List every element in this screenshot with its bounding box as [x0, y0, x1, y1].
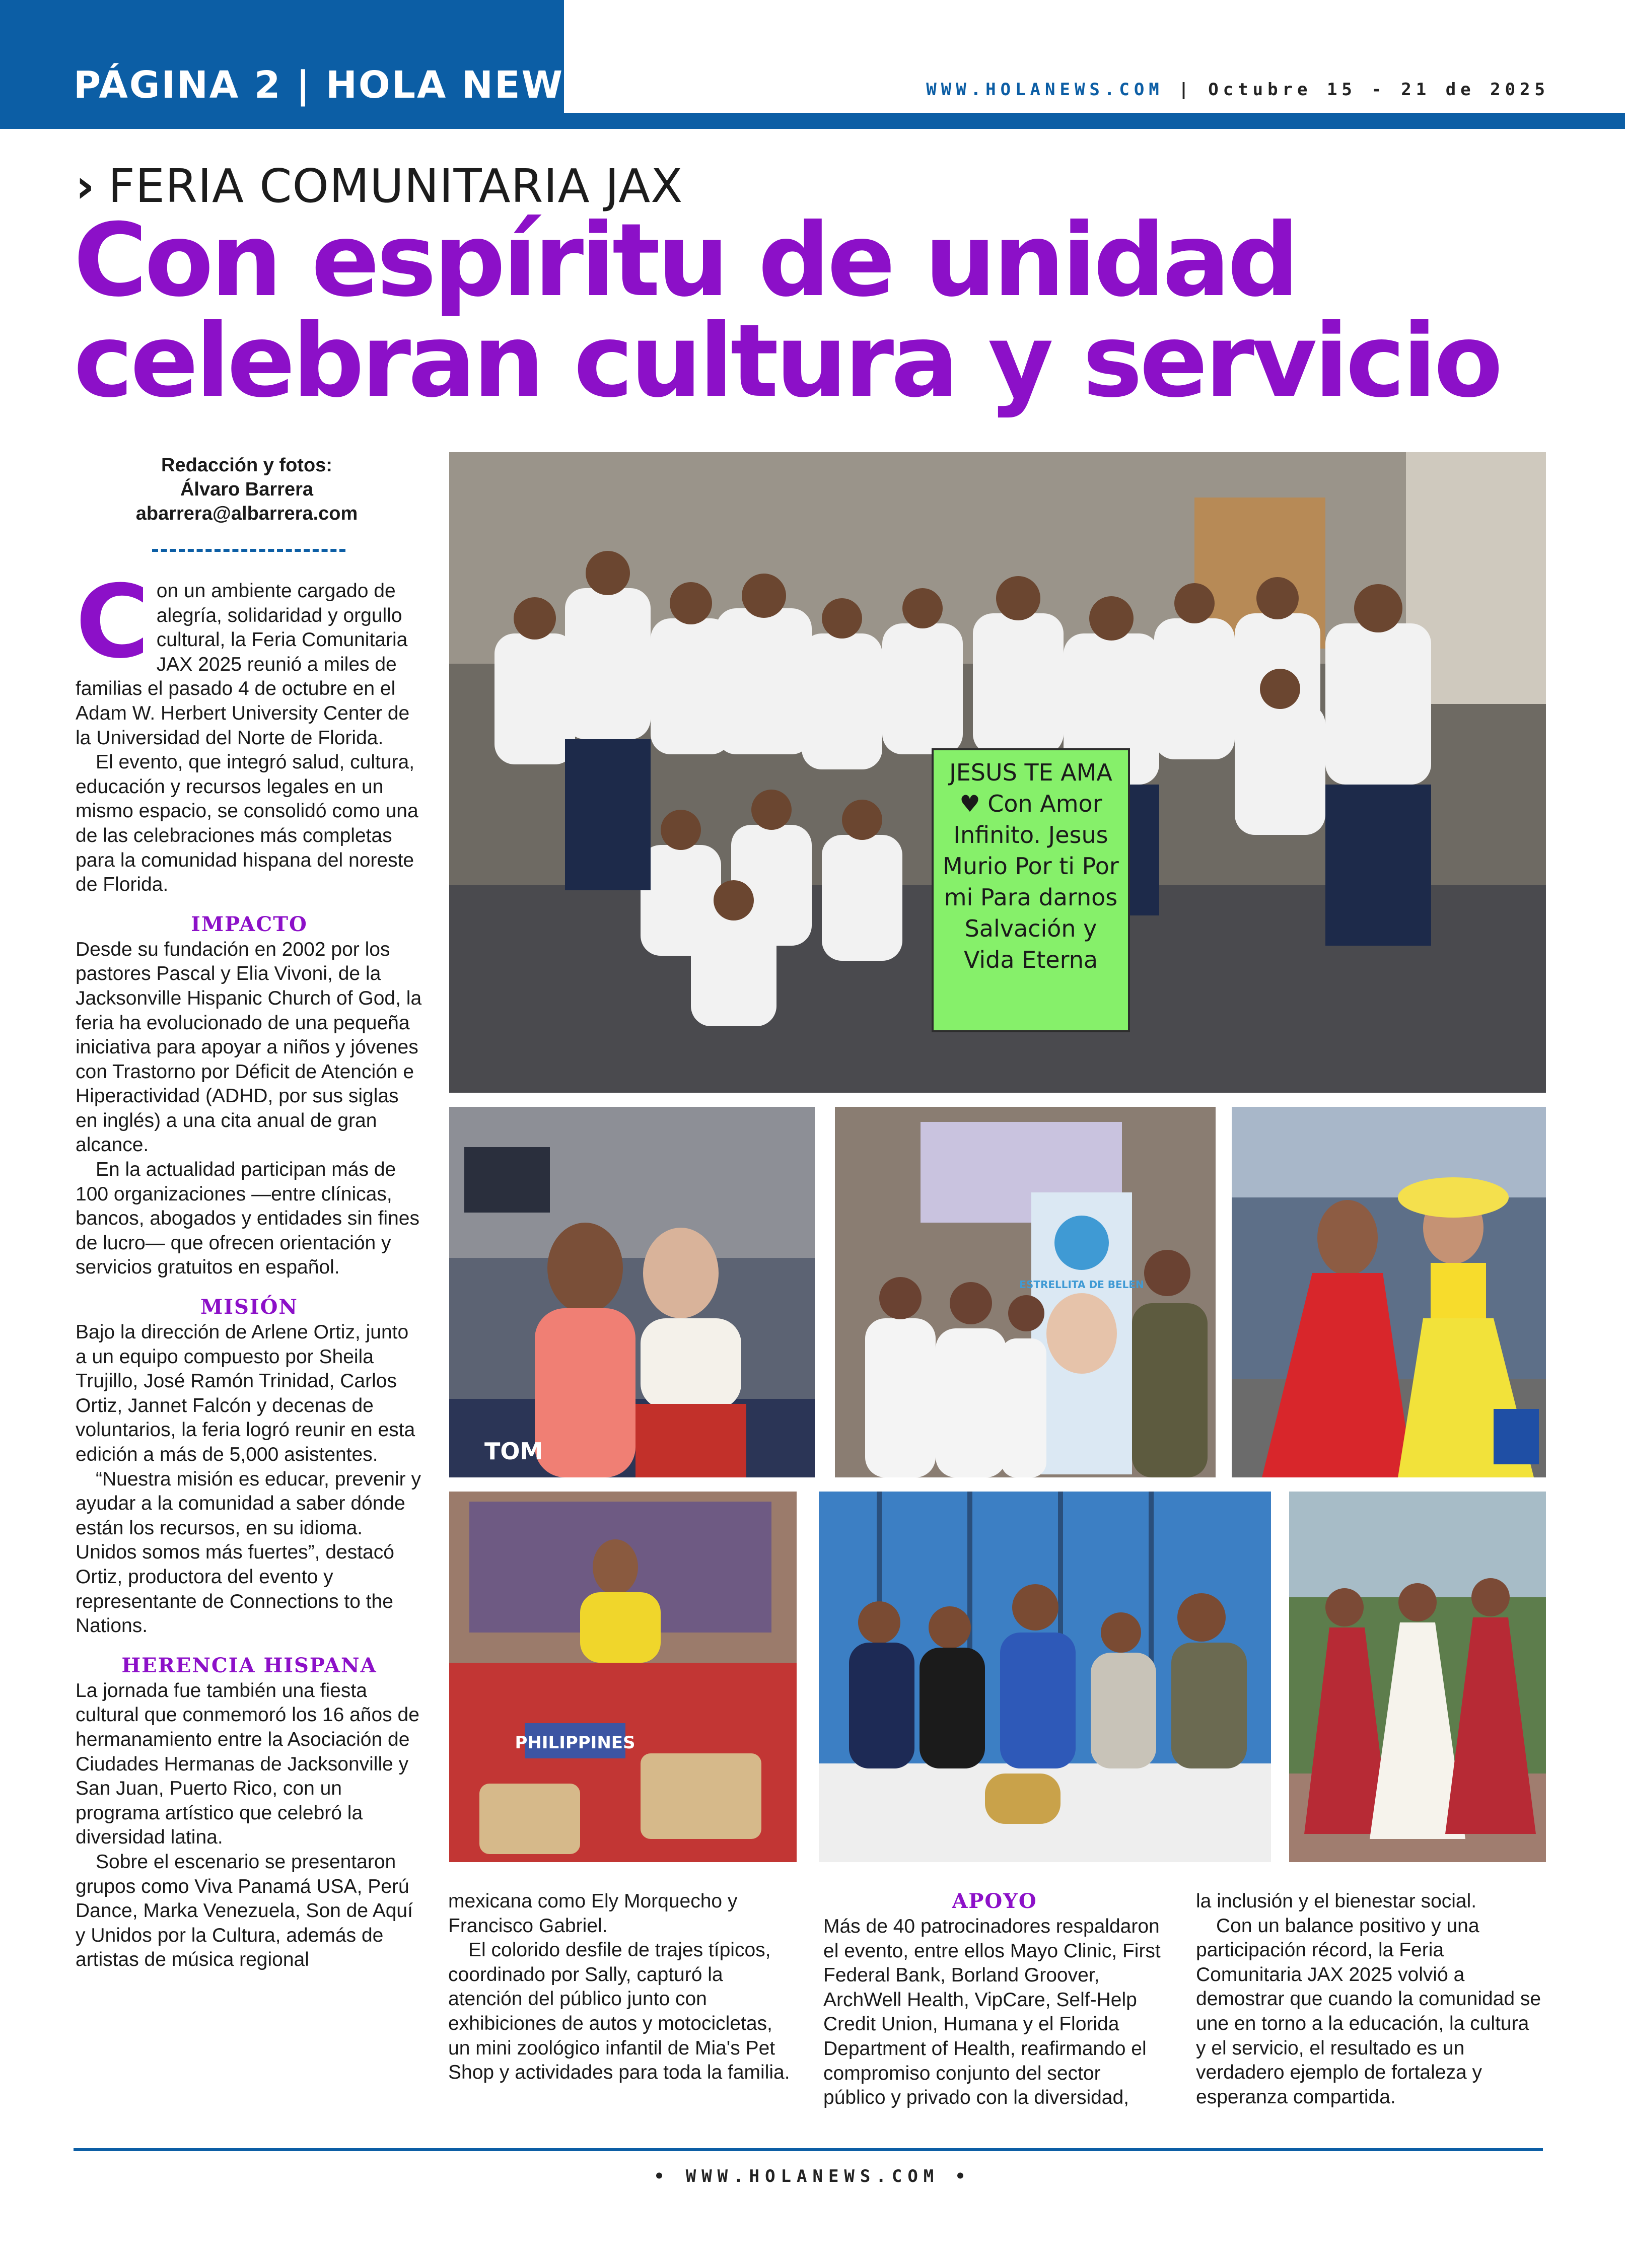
byline-divider	[152, 549, 345, 552]
intro-paragraph-1: Con un ambiente cargado de alegría, solidaridad y orgullo cultural, la Feria Comunitaria JAX 2025 reunió a miles de familias el pasado 4 de octubre en el Adam W. Herbert University Center de la Universidad del Norte de Florida.	[76, 563, 410, 749]
issue-date: | Octubre 15 - 21 de 2025	[1163, 80, 1549, 100]
header-rule	[0, 113, 1625, 129]
article-column-3	[823, 1888, 1166, 2110]
headline	[74, 202, 1584, 420]
impacto-paragraph-1: Desde su fundación en 2002 por los pastores Pascal y Elia Vivoni, de la Jacksonville Hispanic Church of God, la feria ha evolucionado de una pequeña iniciativa para apoyar a niños y jóvenes con Trastorno por Déficit de Atención e Hiperactividad (ADHD, por sus siglas en inglés) a una cita anual de gran alcance.	[76, 938, 422, 1156]
heading-apoyo: APOYO	[952, 1889, 1037, 1913]
photo-sign-text: JESUS TE AMA ♥ Con Amor Infinito. Jesus Murio Por ti Por mi Para darnos Salvación y Vida Eterna	[943, 759, 1119, 973]
herencia-paragraph-1: La jornada fue también una fiesta cultural que conmemoró los 16 años de hermanamiento entre la Asociación de Ciudades Hermanas de Jacksonville y San Juan, Puerto Rico, con un programa artístico que celebró la diversidad latina.	[76, 1679, 419, 1849]
mision-paragraph-1: Bajo la dirección de Arlene Ortiz, junto a un equipo compuesto por Sheila Trujillo, José Ramón Trinidad, Carlos Ortiz, Jannet Falcón y decenas de voluntarios, la feria logró reunir en esta edición a más de 5,000 asistentes.	[76, 1321, 415, 1465]
photo-group-volunteers-art	[449, 452, 1546, 1093]
intro-paragraph-2: El evento, que integró salud, cultura, educación y recursos legales en un mismo espacio, se consolidó como una de las celebraciones más completas para la comunidad hispana del noreste de Florida.	[76, 751, 418, 896]
byline-author: Álvaro Barrera	[180, 479, 314, 500]
drop-cap: C	[76, 563, 150, 681]
footer-rule	[74, 2148, 1543, 2151]
page-label: PÁGINA 2 | HOLA NEWS	[74, 63, 593, 107]
photo-philippines-sign: PHILIPPINES	[515, 1733, 635, 1753]
photo-booth-sign-text: ESTRELLITA DE BELEN	[1019, 1279, 1144, 1291]
headline-line-1: Con espíritu de unidad	[74, 202, 1297, 319]
article-column-1	[76, 563, 423, 1972]
photo-group-volunteers	[449, 452, 1546, 1093]
photo-two-women	[449, 1107, 815, 1477]
kicker-text: FERIA COMUNITARIA JAX	[108, 159, 683, 213]
col2-paragraph-1: mexicana como Ely Morquecho y Francisco Gabriel.	[448, 1890, 738, 1937]
article-column-2	[448, 1889, 791, 2085]
col4-paragraph-2: Con un balance positivo y una participación récord, la Feria Comunitaria JAX 2025 volvió a demostrar que cuando la comunidad se une en torno a la educación, la cultura y el servicio, el resultado es un verdadero ejemplo de fortaleza y esperanza compartida.	[1196, 1915, 1541, 2108]
heading-impacto: IMPACTO	[191, 912, 308, 936]
apoyo-paragraph-1: Más de 40 patrocinadores respaldaron el evento, entre ellos Mayo Clinic, First Federal Bank, Borland Groover, ArchWell Health, VipCare, Self-Help Credit Union, Humana y el Florida Department of Health, reafirmando el compromiso conjunto del sector público y privado con la diversidad,	[823, 1916, 1161, 2109]
mision-paragraph-2: “Nuestra misión es educar, prevenir y ayudar a la comunidad a saber dónde están los recursos, en su idioma. Unidos somos más fuertes”, destacó Ortiz, productora del evento y representante de Connections to the Nations.	[76, 1468, 421, 1637]
heading-mision: MISIÓN	[200, 1295, 298, 1319]
byline	[76, 453, 418, 526]
byline-email[interactable]: abarrera@albarrera.com	[135, 503, 358, 524]
herencia-paragraph-2: Sobre el escenario se presentaron grupos como Viva Panamá USA, Perú Dance, Marka Venezuela, Son de Aquí y Unidos por la Cultura, además de artistas de música regional	[76, 1851, 413, 1971]
article-column-4	[1196, 1889, 1543, 2109]
byline-credit: Redacción y fotos:	[161, 455, 332, 476]
photo-booth-estrellita	[835, 1107, 1216, 1477]
photo-sponsors-table	[819, 1492, 1271, 1862]
site-link[interactable]: WWW.HOLANEWS.COM	[926, 80, 1164, 100]
photo-crafts-booth	[449, 1492, 797, 1862]
photo-dancers	[1289, 1492, 1546, 1862]
footer-url[interactable]: • WWW.HOLANEWS.COM •	[654, 2166, 971, 2186]
col4-paragraph-1: la inclusión y el bienestar social.	[1196, 1890, 1477, 1912]
chevron-right-icon: ›	[76, 159, 95, 213]
header-info	[926, 80, 1549, 100]
headline-line-2: celebran cultura y servicio	[74, 303, 1500, 420]
heading-herencia: HERENCIA HISPANA	[121, 1653, 377, 1677]
photo-tablecloth-text: TOM	[484, 1438, 543, 1465]
impacto-paragraph-2: En la actualidad participan más de 100 organizaciones —entre clínicas, bancos, abogados y entidades sin fines de lucro— que ofrecen orientación y servicios gratuitos en español.	[76, 1159, 419, 1279]
photo-traditional-dresses	[1232, 1107, 1546, 1477]
col2-paragraph-2: El colorido desfile de trajes típicos, coordinado por Sally, capturó la atención del público junto con exhibiciones de autos y motocicletas, un mini zoológico infantil de Mia's Pet Shop y actividades para toda la familia.	[448, 1939, 790, 2084]
